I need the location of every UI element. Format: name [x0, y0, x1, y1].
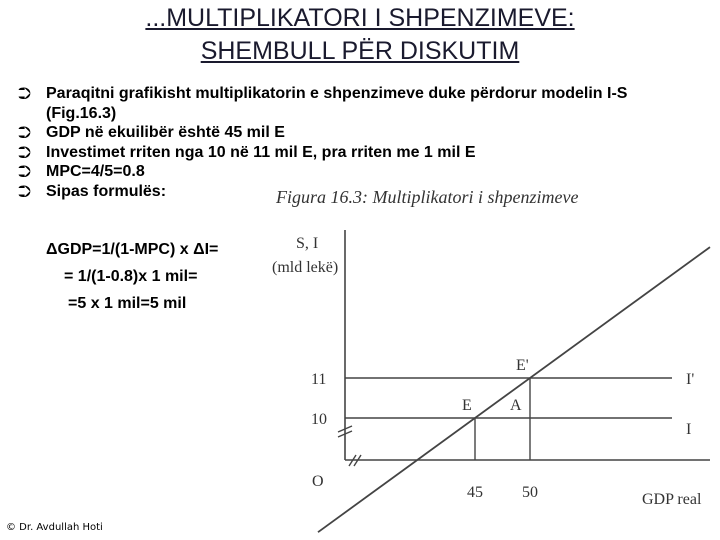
point-label: A: [510, 397, 522, 414]
arrow-bullet-icon: ⮊: [18, 123, 31, 142]
origin-label: O: [312, 473, 324, 490]
formula-line: =5 x 1 mil=5 mil: [68, 295, 187, 312]
saving-line-s: [318, 247, 710, 532]
credit-text: © Dr. Avdullah Hoti: [6, 522, 103, 533]
bullet-text: Sipas formulës:: [46, 182, 167, 200]
line-label-i-prime: I': [686, 371, 695, 388]
arrow-bullet-icon: ⮊: [18, 162, 31, 181]
point-label: E': [516, 357, 529, 374]
formula-line: = 1/(1-0.8)x 1 mil=: [64, 268, 198, 285]
y-tick-label: 11: [311, 371, 327, 388]
x-tick-label: 50: [522, 484, 538, 501]
bullet-text: Investimet rriten nga 10 në 11 mil E, pra rriten me 1 mil E: [46, 143, 476, 161]
y-axis-label-line1: S, I: [296, 235, 319, 252]
chart-title: Figura 16.3: Multiplikatori i shpenzimeve: [276, 187, 579, 207]
bullet-text: MPC=4/5=0.8: [46, 163, 145, 180]
point-label: E: [462, 397, 472, 414]
y-tick-label: 10: [311, 411, 327, 428]
line-label-i: I: [686, 421, 692, 438]
bullet-text: Paraqitni grafikisht multiplikatorin e shpenzimeve duke përdorur modelin I-S (Fig.16.3): [46, 85, 628, 122]
title-line-1: ...MULTIPLIKATORI I SHPENZIMEVE:: [145, 4, 575, 32]
arrow-bullet-icon: ⮊: [18, 84, 31, 103]
x-tick-label: 45: [467, 484, 483, 501]
title-line-2: SHEMBULL PËR DISKUTIM: [200, 37, 520, 65]
bullet-text: GDP në ekuilibër është 45 mil E: [46, 124, 285, 141]
arrow-bullet-icon: ⮊: [18, 142, 31, 162]
x-axis-label: GDP real: [642, 491, 702, 508]
arrow-bullet-icon: ⮊: [18, 181, 31, 201]
formula-line: ΔGDP=1/(1-MPC) x ΔI=: [46, 241, 219, 258]
y-axis-label-line2: (mld lekë): [272, 259, 339, 276]
